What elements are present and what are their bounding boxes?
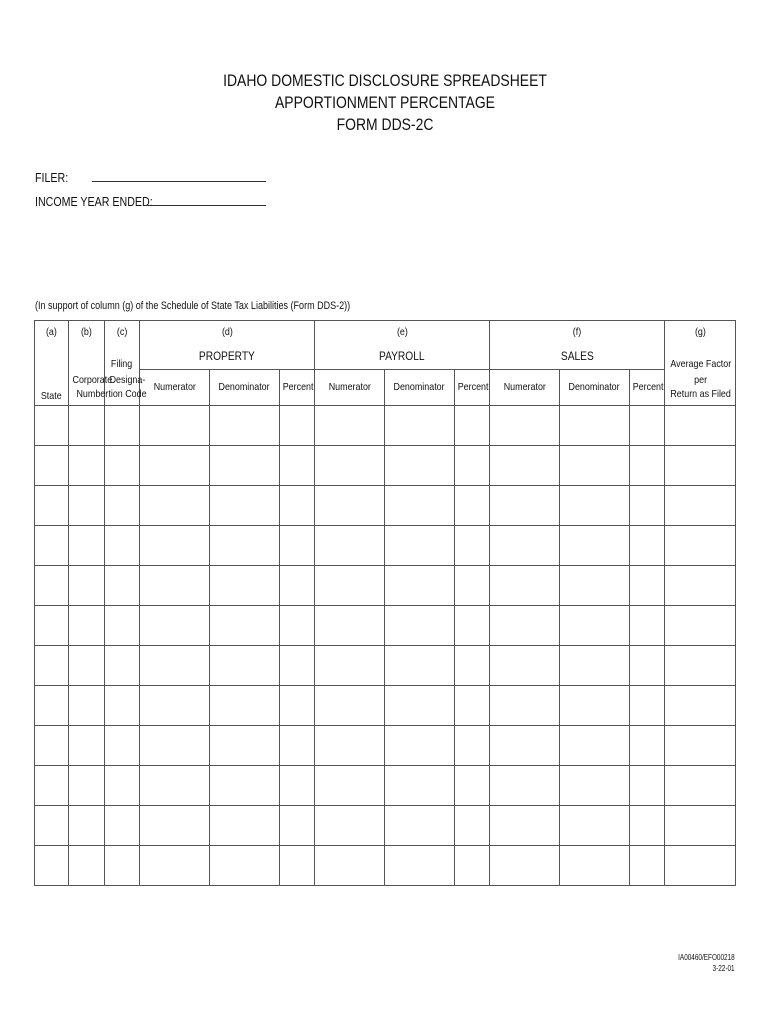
corporate-number-header: Corporate Number [69, 370, 105, 406]
entry-cell[interactable] [69, 805, 105, 845]
entry-cell[interactable] [385, 645, 455, 685]
entry-cell[interactable] [385, 765, 455, 805]
entry-cell[interactable] [280, 445, 315, 485]
entry-cell[interactable] [490, 765, 560, 805]
entry-cell[interactable] [69, 685, 105, 725]
group-title-row [35, 343, 736, 370]
entry-cell[interactable] [560, 405, 630, 445]
entry-cell[interactable] [315, 525, 385, 565]
entry-cell[interactable] [140, 405, 210, 445]
entry-cell[interactable] [560, 725, 630, 765]
col-c-letter: (c) [105, 321, 140, 344]
sales-header: SALES [490, 343, 665, 370]
entry-cell[interactable] [315, 445, 385, 485]
entry-cell[interactable] [140, 845, 210, 885]
entry-cell[interactable] [105, 405, 140, 445]
avg-factor-label-1: Average Factor [665, 343, 736, 370]
column-letter-row [35, 321, 736, 344]
entry-cell[interactable] [210, 445, 280, 485]
entry-cell[interactable] [630, 845, 665, 885]
entry-cell[interactable] [455, 525, 490, 565]
entry-cell[interactable] [69, 845, 105, 885]
income-year-field[interactable] [145, 205, 266, 206]
filing-label: Filing [105, 343, 140, 370]
form-footer [664, 952, 735, 974]
col-g-letter: (g) [665, 321, 736, 344]
entry-cell[interactable] [105, 685, 140, 725]
entry-cell[interactable] [490, 845, 560, 885]
entry-cell[interactable] [315, 805, 385, 845]
entry-cell[interactable] [210, 685, 280, 725]
entry-cell[interactable] [210, 645, 280, 685]
payroll-percent-header: Percent [455, 370, 490, 406]
column-header-row [35, 370, 736, 406]
entry-cell[interactable] [560, 685, 630, 725]
entry-cell[interactable] [665, 685, 736, 725]
entry-cell[interactable] [560, 845, 630, 885]
title-line-1: IDAHO DOMESTIC DISCLOSURE SPREADSHEET [223, 71, 547, 90]
income-year-label: INCOME YEAR ENDED: [35, 194, 153, 209]
entry-cell[interactable] [105, 645, 140, 685]
entry-cell[interactable] [385, 565, 455, 605]
entry-cell[interactable] [560, 765, 630, 805]
entry-cell[interactable] [385, 605, 455, 645]
entry-cell[interactable] [455, 725, 490, 765]
form-code: IA00460/EFO00218 [678, 953, 735, 962]
entry-cell[interactable] [665, 565, 736, 605]
entry-cell[interactable] [210, 405, 280, 445]
entry-cell[interactable] [490, 525, 560, 565]
payroll-header: PAYROLL [315, 343, 490, 370]
entry-cell[interactable] [630, 525, 665, 565]
entry-cell[interactable] [69, 565, 105, 605]
table-row [35, 485, 736, 525]
entry-cell[interactable] [665, 405, 736, 445]
col-a-letter: (a) [35, 321, 69, 344]
entry-cell[interactable] [210, 565, 280, 605]
entry-cell[interactable] [69, 725, 105, 765]
entry-cell[interactable] [630, 445, 665, 485]
entry-cell[interactable] [455, 605, 490, 645]
table-row [35, 685, 736, 725]
entry-cell[interactable] [455, 445, 490, 485]
entry-cell[interactable] [69, 405, 105, 445]
entry-cell[interactable] [140, 605, 210, 645]
entry-cell[interactable] [630, 485, 665, 525]
table-row [35, 445, 736, 485]
entry-cell[interactable] [630, 645, 665, 685]
entry-cell[interactable] [69, 485, 105, 525]
entry-cell[interactable] [210, 485, 280, 525]
entry-cell[interactable] [210, 805, 280, 845]
support-note: (In support of column (g) of the Schedule of State Tax Liabilities (Form DDS-2)) [35, 300, 351, 312]
entry-cell[interactable] [210, 725, 280, 765]
entry-cell[interactable] [315, 565, 385, 605]
entry-cell[interactable] [210, 605, 280, 645]
entry-cell[interactable] [315, 725, 385, 765]
entry-cell[interactable] [560, 525, 630, 565]
entry-cell[interactable] [490, 645, 560, 685]
title-line-2: APPORTIONMENT PERCENTAGE [275, 93, 495, 112]
entry-cell[interactable] [315, 485, 385, 525]
entry-cell[interactable] [69, 605, 105, 645]
entry-cell[interactable] [105, 845, 140, 885]
entry-cell[interactable] [560, 605, 630, 645]
entry-cell[interactable] [280, 725, 315, 765]
filer-row [35, 170, 75, 185]
entry-cell[interactable] [280, 525, 315, 565]
entry-cell[interactable] [665, 525, 736, 565]
entry-cell[interactable] [630, 565, 665, 605]
entry-cell[interactable] [140, 685, 210, 725]
entry-cell[interactable] [665, 845, 736, 885]
entry-cell[interactable] [385, 685, 455, 725]
entry-cell[interactable] [385, 525, 455, 565]
entry-cell[interactable] [630, 765, 665, 805]
property-denominator-header: Denominator [210, 370, 280, 406]
entry-cell[interactable] [140, 765, 210, 805]
filer-field[interactable] [92, 181, 266, 182]
entry-cell[interactable] [280, 805, 315, 845]
col-f-letter: (f) [490, 321, 665, 344]
entry-cell[interactable] [35, 485, 69, 525]
entry-cell[interactable] [210, 845, 280, 885]
entry-cell[interactable] [35, 765, 69, 805]
entry-cell[interactable] [630, 805, 665, 845]
entry-cell[interactable] [280, 605, 315, 645]
entry-cell[interactable] [140, 565, 210, 605]
table-row [35, 725, 736, 765]
entry-cell[interactable] [665, 645, 736, 685]
entry-cell[interactable] [35, 645, 69, 685]
table-row [35, 805, 736, 845]
payroll-denominator-header: Denominator [385, 370, 455, 406]
entry-cell[interactable] [69, 645, 105, 685]
table-row [35, 405, 736, 445]
entry-cell[interactable] [385, 845, 455, 885]
entry-cell[interactable] [35, 605, 69, 645]
avg-factor-header: per Return as Filed [665, 370, 736, 406]
state-header: State [35, 370, 69, 406]
col-d-letter: (d) [140, 321, 315, 344]
property-header: PROPERTY [140, 343, 315, 370]
entry-cell[interactable] [560, 805, 630, 845]
entry-cell[interactable] [630, 405, 665, 445]
entry-cell[interactable] [455, 645, 490, 685]
payroll-numerator-header: Numerator [315, 370, 385, 406]
col-e-letter: (e) [315, 321, 490, 344]
entry-cell[interactable] [69, 525, 105, 565]
entry-cell[interactable] [665, 605, 736, 645]
entry-cell[interactable] [490, 485, 560, 525]
entry-cell[interactable] [140, 525, 210, 565]
entry-cell[interactable] [455, 765, 490, 805]
entry-cell[interactable] [105, 525, 140, 565]
table-row [35, 605, 736, 645]
apportionment-table [34, 320, 736, 886]
entry-cell[interactable] [69, 445, 105, 485]
entry-cell[interactable] [560, 645, 630, 685]
table-row [35, 845, 736, 885]
entry-cell[interactable] [315, 845, 385, 885]
entry-cell[interactable] [490, 685, 560, 725]
property-numerator-header: Numerator [140, 370, 210, 406]
entry-cell[interactable] [280, 645, 315, 685]
entry-cell[interactable] [280, 685, 315, 725]
entry-cell[interactable] [385, 725, 455, 765]
entry-cell[interactable] [560, 485, 630, 525]
table-row [35, 565, 736, 605]
entry-cell[interactable] [455, 485, 490, 525]
table-row [35, 645, 736, 685]
entry-cell[interactable] [280, 405, 315, 445]
entry-cell[interactable] [140, 725, 210, 765]
entry-cell[interactable] [665, 725, 736, 765]
entry-cell[interactable] [140, 805, 210, 845]
designation-code-header: Designa- tion Code [105, 370, 140, 406]
filer-label: FILER: [35, 170, 69, 185]
sales-numerator-header: Numerator [490, 370, 560, 406]
entry-cell[interactable] [385, 805, 455, 845]
sales-denominator-header: Denominator [560, 370, 630, 406]
form-title [0, 70, 770, 136]
entry-cell[interactable] [490, 405, 560, 445]
entry-cell[interactable] [105, 725, 140, 765]
entry-cell[interactable] [35, 725, 69, 765]
table-row [35, 765, 736, 805]
entry-cell[interactable] [315, 605, 385, 645]
entry-cell[interactable] [315, 405, 385, 445]
table-row [35, 525, 736, 565]
entry-cell[interactable] [385, 405, 455, 445]
entry-cell[interactable] [385, 445, 455, 485]
entry-cell[interactable] [35, 565, 69, 605]
entry-cell[interactable] [665, 445, 736, 485]
entry-cell[interactable] [455, 405, 490, 445]
entry-cell[interactable] [315, 765, 385, 805]
entry-cell[interactable] [210, 765, 280, 805]
entry-cell[interactable] [630, 605, 665, 645]
entry-cell[interactable] [210, 525, 280, 565]
entry-cell[interactable] [280, 485, 315, 525]
entry-cell[interactable] [560, 565, 630, 605]
col-b-letter: (b) [69, 321, 105, 344]
entry-cell[interactable] [280, 845, 315, 885]
entry-cell[interactable] [140, 485, 210, 525]
income-year-row [35, 194, 179, 209]
entry-cell[interactable] [490, 565, 560, 605]
entry-cell[interactable] [315, 645, 385, 685]
entry-cell[interactable] [280, 565, 315, 605]
entry-cell[interactable] [665, 485, 736, 525]
entry-cell[interactable] [35, 525, 69, 565]
sales-percent-header: Percent [630, 370, 665, 406]
entry-cell[interactable] [490, 445, 560, 485]
entry-cell[interactable] [140, 645, 210, 685]
entry-cell[interactable] [105, 445, 140, 485]
title-line-3: FORM DDS-2C [336, 115, 434, 134]
entry-cell[interactable] [35, 445, 69, 485]
entry-cell[interactable] [105, 565, 140, 605]
entry-cell[interactable] [455, 845, 490, 885]
entry-cell[interactable] [665, 765, 736, 805]
entry-cell[interactable] [490, 805, 560, 845]
entry-cell[interactable] [280, 765, 315, 805]
entry-cell[interactable] [490, 605, 560, 645]
property-percent-header: Percent [280, 370, 315, 406]
entry-cell[interactable] [630, 685, 665, 725]
entry-cell[interactable] [455, 685, 490, 725]
entry-cell[interactable] [455, 805, 490, 845]
entry-cell[interactable] [105, 485, 140, 525]
entry-cell[interactable] [665, 805, 736, 845]
entry-cell[interactable] [69, 765, 105, 805]
entry-cell[interactable] [35, 845, 69, 885]
entry-cell[interactable] [105, 765, 140, 805]
entry-cell[interactable] [35, 405, 69, 445]
entry-cell[interactable] [105, 805, 140, 845]
entry-cell[interactable] [630, 725, 665, 765]
entry-cell[interactable] [105, 605, 140, 645]
entry-cell[interactable] [315, 685, 385, 725]
entry-cell[interactable] [35, 685, 69, 725]
form-date: 3-22-01 [712, 964, 735, 973]
entry-cell[interactable] [455, 565, 490, 605]
entry-cell[interactable] [560, 445, 630, 485]
entry-cell[interactable] [35, 805, 69, 845]
entry-cell[interactable] [385, 485, 455, 525]
entry-cell[interactable] [140, 445, 210, 485]
entry-cell[interactable] [490, 725, 560, 765]
